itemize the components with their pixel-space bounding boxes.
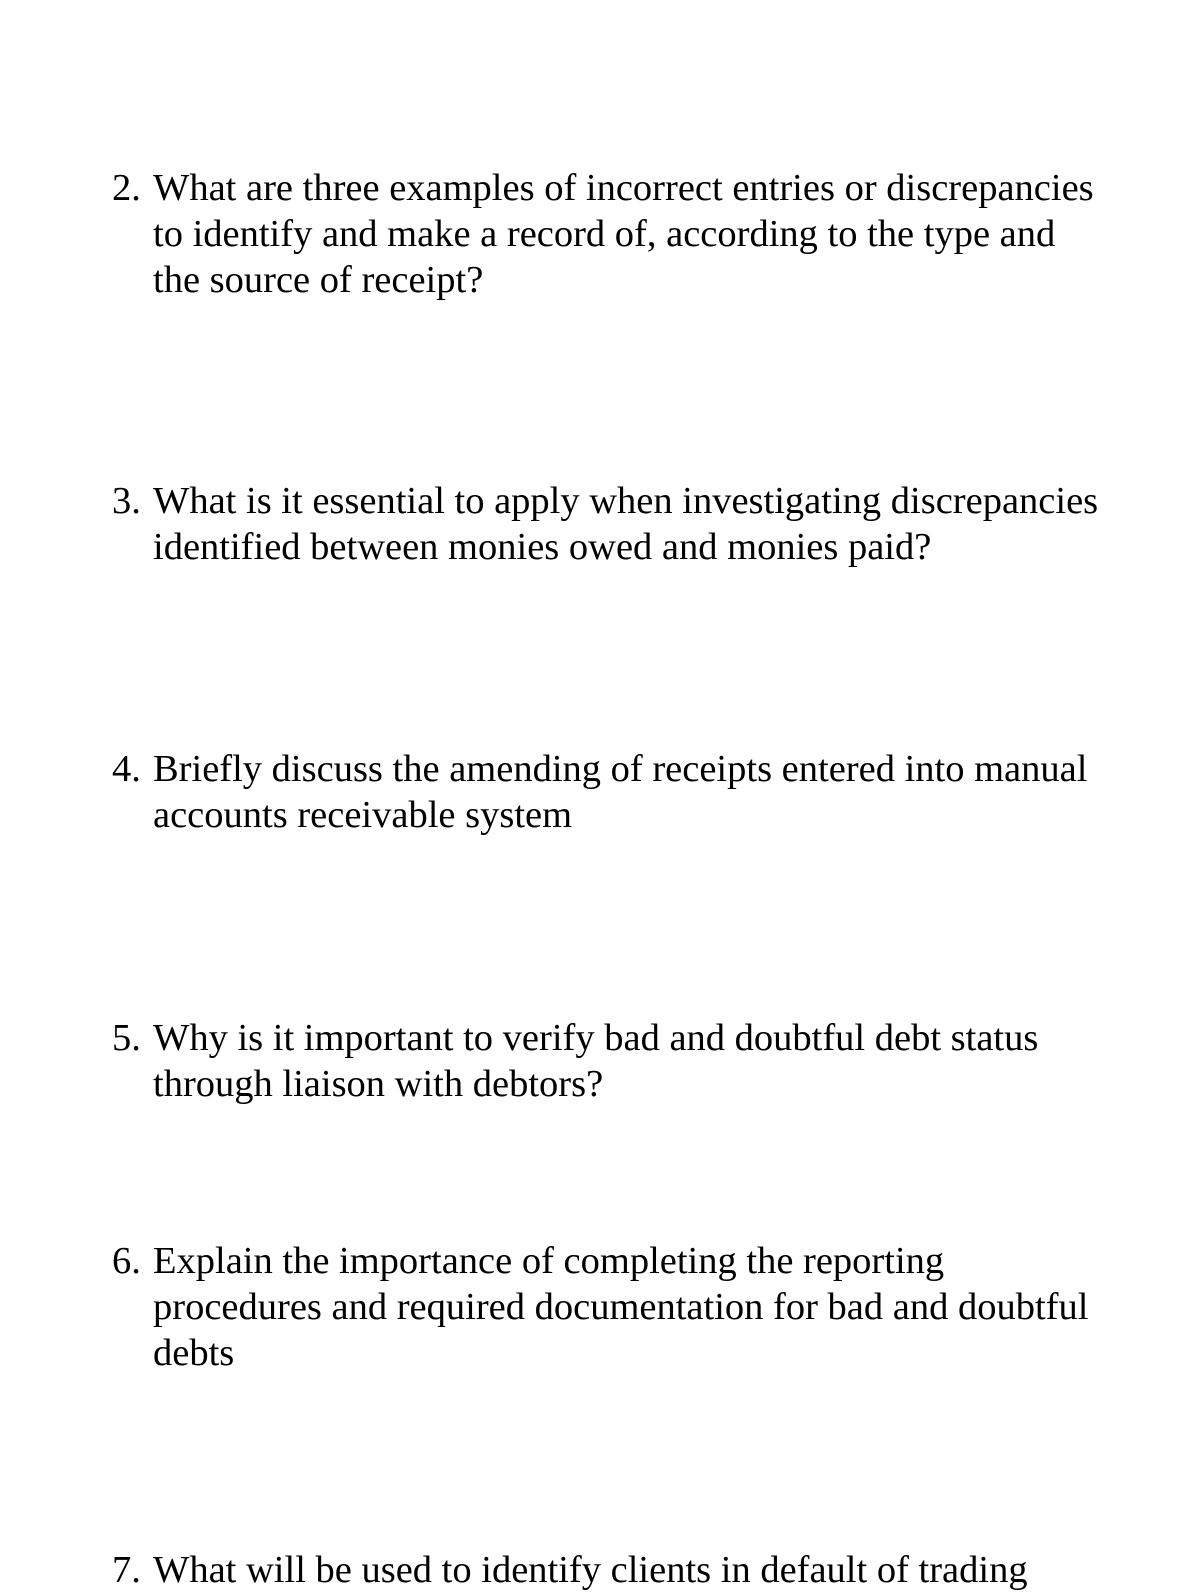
question-7	[112, 1547, 1122, 1593]
question-text: What will be used to identify clients in default of trading	[153, 1549, 1028, 1591]
question-4	[112, 746, 1122, 838]
question-number: 7.	[112, 1549, 141, 1591]
question-5	[112, 1015, 1122, 1107]
question-number: 4.	[112, 748, 141, 790]
question-text: Briefly discuss the amending of receipts entered into manual accounts receivable system	[153, 748, 1088, 836]
question-number: 2.	[112, 167, 141, 209]
question-number: 5.	[112, 1017, 141, 1059]
question-text: What are three examples of incorrect entries or discrepancies to identify and make a record of, according to the type and the source of receipt?	[153, 167, 1094, 301]
question-text: Why is it important to verify bad and doubtful debt status through liaison with debtors?	[153, 1017, 1039, 1105]
question-2	[112, 165, 1122, 303]
question-number: 3.	[112, 480, 141, 522]
question-6	[112, 1238, 1122, 1376]
question-text: Explain the importance of completing the reporting procedures and required documentation for bad and doubtful debts	[153, 1240, 1089, 1374]
question-number: 6.	[112, 1240, 141, 1282]
question-3	[112, 478, 1122, 570]
question-text: What is it essential to apply when investigating discrepancies identified between monies owed and monies paid?	[153, 480, 1099, 568]
